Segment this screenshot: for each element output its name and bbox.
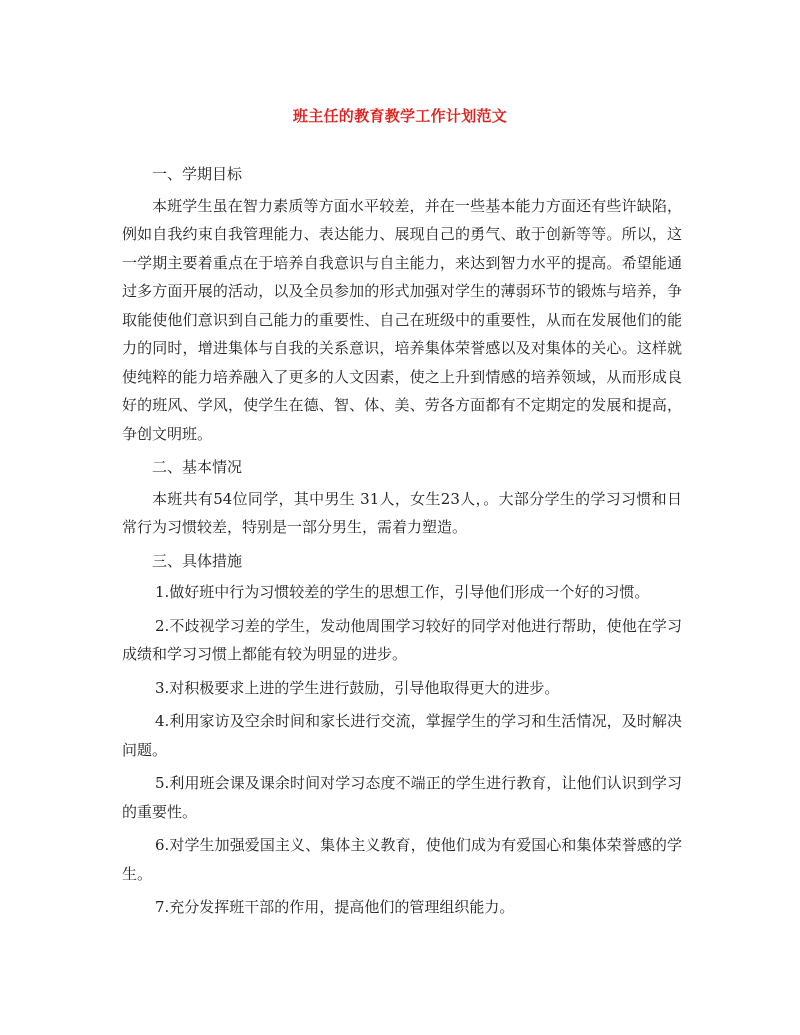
goals-paragraph: 本班学生虽在智力素质等方面水平较差，并在一些基本能力方面还有些许缺陷，例如自我约束自我管理能力、表达能力、展现自己的勇气、敢于创新等等。所以，这一学期主要着重点在于培养自我意识与自主能力，来达到智力水平的提高。希望能通过多方面开展的活动，以及全员参加的形式加强对学生的薄弱环节的锻炼与培养，争取能使他们意识到自己能力的重要性、自己在班级中的重要性，从而在发展他们的能力的同时，增进集体与自我的关系意识，培养集体荣誉感以及对集体的关心。这样就使纯粹的能力培养融入了更多的人文因素，使之上升到情感的培养领域，从而形成良好的班风、学风，使学生在德、智、体、美、劳各方面都有不定期定的发展和提高，争创文明班。: [122, 196, 682, 443]
measure-item-1: 1.做好班中行为习惯较差的学生的思想工作，引导他们形成一个好的习惯。: [155, 583, 650, 601]
section-heading-measures: 三、具体措施: [152, 551, 243, 570]
measure-item-5: 5.利用班会课及课余时间对学习态度不端正的学生进行教育，让他们认识到学习的重要性。: [122, 774, 682, 821]
measure-item-3: 3.对积极要求上进的学生进行鼓励，引导他取得更大的进步。: [155, 678, 560, 697]
measure-item-7: 7.充分发挥班干部的作用，提高他们的管理组织能力。: [155, 898, 515, 916]
section-heading-goals: 一、学期目标: [152, 165, 243, 183]
measure-item-6: 6.对学生加强爱国主义、集体主义教育，使他们成为有爱国心和集体荣誉感的学生。: [122, 836, 682, 883]
section-heading-basic-info: 二、基本情况: [152, 458, 243, 476]
measure-item-4: 4.利用家访及空余时间和家长进行交流，掌握学生的学习和生活情况，及时解决问题。: [122, 712, 682, 759]
basic-info-paragraph: 本班共有54位同学，其中男生 31人，女生23人，。大部分学生的学习习惯和日常行为习惯较差，特别是一部分男生，需着力塑造。: [122, 489, 682, 536]
document-body: [122, 160, 682, 927]
document-title: 班主任的教育教学工作计划范文: [292, 107, 508, 125]
measure-item-2: 2.不歧视学习差的学生，发动他周围学习较好的同学对他进行帮助，使他在学习成绩和学习习惯上都能有较为明显的进步。: [122, 616, 682, 663]
